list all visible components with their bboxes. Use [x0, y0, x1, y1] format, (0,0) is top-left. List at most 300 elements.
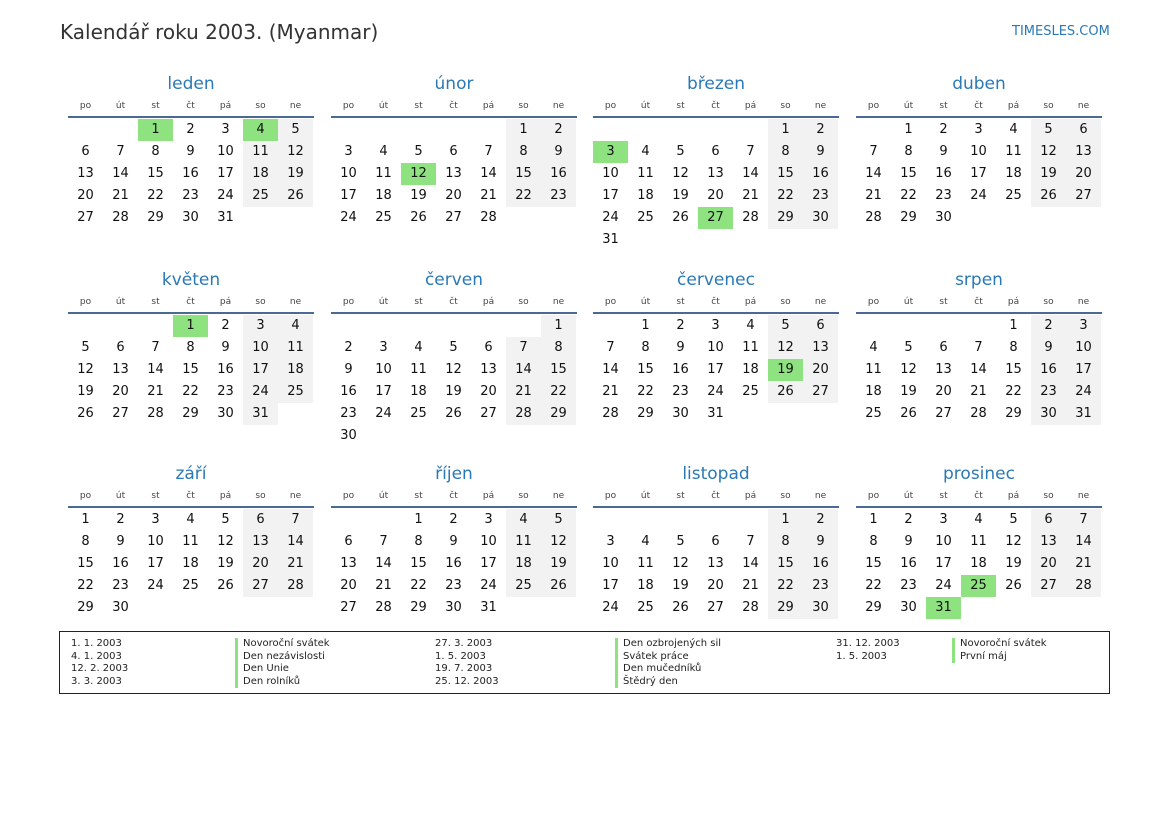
weekday-label: st: [676, 101, 685, 111]
day-cell: 10: [602, 166, 619, 181]
day-cell: 20: [803, 359, 838, 381]
day-cell: 15: [182, 362, 199, 377]
day-cell: 30: [217, 406, 234, 421]
day-cell: 4: [641, 144, 650, 159]
day-cell: 11: [637, 166, 654, 181]
legend-holiday-name: Novoroční svátek: [952, 638, 1047, 651]
empty-cell: [698, 509, 733, 531]
day-cell: 21: [375, 578, 392, 593]
day-cell: 5: [449, 340, 458, 355]
day-cell: 10: [217, 144, 234, 159]
day-cell: 5: [676, 534, 685, 549]
day-cell: 28: [970, 406, 987, 421]
day-cell: 26: [217, 578, 234, 593]
day-cell: 8: [1009, 340, 1018, 355]
day-cell: 10: [147, 534, 164, 549]
day-cell: 15: [147, 166, 164, 181]
day-cell: 13: [935, 362, 952, 377]
day-cell: 6: [1031, 509, 1066, 531]
day-cell: 29: [768, 597, 803, 619]
day-cell: 23: [935, 188, 952, 203]
weekday-label: pá: [1007, 491, 1020, 501]
day-cell: 11: [243, 141, 278, 163]
legend-date: 25. 12. 2003: [435, 675, 499, 687]
day-cell: 7: [116, 144, 125, 159]
day-cell: 1: [869, 512, 878, 527]
day-cell: 2: [344, 340, 353, 355]
day-cell: 4: [1009, 122, 1018, 137]
empty-cell: [331, 315, 366, 337]
weekday-label: po: [867, 491, 880, 501]
day-cell: 2: [1031, 315, 1066, 337]
weekday-label: po: [604, 491, 617, 501]
day-cell: 26: [672, 210, 689, 225]
legend-date: 1. 5. 2003: [836, 650, 887, 662]
day-cell: 18: [742, 362, 759, 377]
weekday-header: [593, 488, 839, 508]
weekday-label: čt: [449, 101, 458, 111]
day-cell: 29: [865, 600, 882, 615]
day-cell: 11: [1005, 144, 1022, 159]
empty-cell: [68, 315, 103, 337]
weekday-label: st: [414, 297, 423, 307]
weekday-label: ne: [1077, 297, 1090, 307]
day-cell: 16: [112, 556, 129, 571]
day-grid: [593, 314, 838, 425]
empty-cell: [733, 509, 768, 531]
day-cell: 1: [81, 512, 90, 527]
day-cell: 5: [1031, 119, 1066, 141]
day-cell: 11: [410, 362, 427, 377]
day-cell: 27: [707, 600, 724, 615]
day-cell: 10: [480, 534, 497, 549]
month-name: listopad: [682, 464, 750, 484]
day-cell: 5: [768, 315, 803, 337]
weekday-label: pá: [219, 491, 232, 501]
day-cell: 3: [711, 318, 720, 333]
day-cell: 22: [541, 381, 576, 403]
weekday-label: so: [518, 101, 529, 111]
day-cell: 17: [602, 578, 619, 593]
day-grid: [68, 118, 313, 229]
day-cell: 7: [746, 534, 755, 549]
weekday-label: ne: [1077, 491, 1090, 501]
weekday-label: po: [604, 297, 617, 307]
day-cell: 19: [672, 188, 689, 203]
day-cell: 27: [1066, 185, 1101, 207]
legend-names-col-3: [952, 638, 1047, 663]
empty-cell: [436, 119, 471, 141]
day-cell: 17: [1066, 359, 1101, 381]
day-cell: 29: [637, 406, 654, 421]
day-cell: 24: [147, 578, 164, 593]
weekday-label: út: [640, 297, 651, 307]
weekday-label: so: [518, 491, 529, 501]
empty-cell: [891, 315, 926, 337]
day-cell: 1: [414, 512, 423, 527]
day-cell: 22: [506, 185, 541, 207]
day-cell: 23: [803, 575, 838, 597]
day-cell: 28: [480, 210, 497, 225]
day-cell: 11: [182, 534, 199, 549]
weekday-header: [593, 294, 839, 314]
day-cell: 21: [480, 188, 497, 203]
day-cell: 15: [410, 556, 427, 571]
weekday-label: pá: [219, 101, 232, 111]
weekday-label: st: [414, 101, 423, 111]
day-cell: 3: [939, 512, 948, 527]
day-cell: 19: [217, 556, 234, 571]
day-cell: 30: [340, 428, 357, 443]
day-cell: 9: [449, 534, 458, 549]
day-cell: 26: [900, 406, 917, 421]
weekday-label: út: [115, 491, 126, 501]
day-cell: 13: [112, 362, 129, 377]
day-cell: 3: [344, 144, 353, 159]
day-cell: 24: [935, 578, 952, 593]
weekday-header: [593, 98, 839, 118]
day-cell: 28: [147, 406, 164, 421]
day-cell: 19: [77, 384, 94, 399]
weekday-header: [856, 294, 1102, 314]
day-cell: 17: [707, 362, 724, 377]
month-name: prosinec: [943, 464, 1015, 484]
day-cell: 15: [768, 163, 803, 185]
day-cell: 31: [217, 210, 234, 225]
month-prosinec: [856, 462, 1102, 619]
day-cell: 30: [112, 600, 129, 615]
day-cell: 25: [243, 185, 278, 207]
weekday-label: so: [780, 491, 791, 501]
legend-holiday-name: Den rolníků: [235, 676, 330, 689]
month-name: srpen: [955, 270, 1003, 290]
weekday-label: čt: [186, 491, 195, 501]
weekday-label: čt: [711, 101, 720, 111]
empty-cell: [138, 315, 173, 337]
weekday-label: so: [255, 491, 266, 501]
day-cell: 7: [974, 340, 983, 355]
weekday-label: pá: [219, 297, 232, 307]
day-cell: 4: [414, 340, 423, 355]
day-cell: 23: [672, 384, 689, 399]
weekday-label: út: [378, 297, 389, 307]
day-cell: 10: [375, 362, 392, 377]
day-cell: 28: [742, 600, 759, 615]
day-cell: 27: [1031, 575, 1066, 597]
day-cell: 29: [77, 600, 94, 615]
day-cell: 5: [1009, 512, 1018, 527]
legend-names-col-2: [615, 638, 721, 688]
weekday-label: út: [378, 491, 389, 501]
day-cell: 23: [1031, 381, 1066, 403]
weekday-header: [331, 98, 577, 118]
weekday-label: ne: [814, 297, 827, 307]
day-cell: 9: [939, 144, 948, 159]
day-cell: 14: [147, 362, 164, 377]
day-cell: 21: [742, 578, 759, 593]
empty-cell: [366, 119, 401, 141]
day-cell: 29: [541, 403, 576, 425]
weekday-label: pá: [482, 297, 495, 307]
day-cell: 23: [900, 578, 917, 593]
day-cell: 11: [865, 362, 882, 377]
day-cell: 31: [602, 232, 619, 247]
month-duben: [856, 72, 1102, 229]
day-cell: 8: [641, 340, 650, 355]
weekday-label: út: [115, 297, 126, 307]
day-cell: 14: [112, 166, 129, 181]
day-cell: 7: [484, 144, 493, 159]
day-cell: 29: [147, 210, 164, 225]
day-cell: 6: [484, 340, 493, 355]
day-cell: 18: [375, 188, 392, 203]
day-cell: 30: [803, 597, 838, 619]
day-cell: 18: [637, 188, 654, 203]
day-cell: 16: [1031, 359, 1066, 381]
day-cell: 5: [278, 119, 313, 141]
day-cell: 10: [1066, 337, 1101, 359]
day-cell: 6: [116, 340, 125, 355]
month-name: únor: [434, 74, 474, 94]
day-cell: 8: [541, 337, 576, 359]
day-cell: 16: [803, 163, 838, 185]
day-cell: 6: [344, 534, 353, 549]
day-cell: 8: [151, 144, 160, 159]
legend-date: 12. 2. 2003: [71, 663, 129, 674]
weekday-label: pá: [482, 101, 495, 111]
day-cell: 28: [602, 406, 619, 421]
month-name: červenec: [677, 270, 755, 290]
day-grid: [331, 314, 576, 447]
day-cell: 24: [375, 406, 392, 421]
day-cell: 7: [746, 144, 755, 159]
weekday-label: po: [79, 101, 92, 111]
empty-cell: [471, 119, 506, 141]
day-cell: 19: [900, 384, 917, 399]
day-cell: 20: [445, 188, 462, 203]
day-cell: 18: [1005, 166, 1022, 181]
day-cell: 18: [182, 556, 199, 571]
day-cell: 10: [340, 166, 357, 181]
empty-cell: [663, 119, 698, 141]
day-cell: 14: [602, 362, 619, 377]
weekday-header: [68, 488, 314, 508]
day-cell: 29: [182, 406, 199, 421]
day-cell: 17: [935, 556, 952, 571]
day-cell: 31: [480, 600, 497, 615]
month-červenec: [593, 268, 839, 425]
weekday-label: st: [676, 491, 685, 501]
weekday-label: st: [939, 491, 948, 501]
month-name: září: [175, 464, 207, 484]
empty-cell: [471, 315, 506, 337]
day-cell: 20: [112, 384, 129, 399]
holiday-day-cell: 25: [961, 575, 996, 597]
day-cell: 27: [803, 381, 838, 403]
day-cell: 23: [445, 578, 462, 593]
day-cell: 11: [637, 556, 654, 571]
day-cell: 21: [112, 188, 129, 203]
day-cell: 6: [81, 144, 90, 159]
day-cell: 4: [974, 512, 983, 527]
month-březen: [593, 72, 839, 251]
day-cell: 31: [243, 403, 278, 425]
day-cell: 21: [602, 384, 619, 399]
day-cell: 30: [672, 406, 689, 421]
day-cell: 13: [77, 166, 94, 181]
day-cell: 20: [1066, 163, 1101, 185]
day-cell: 10: [243, 337, 278, 359]
weekday-label: po: [604, 101, 617, 111]
day-cell: 11: [506, 531, 541, 553]
day-cell: 27: [445, 210, 462, 225]
weekday-label: so: [255, 297, 266, 307]
day-cell: 12: [217, 534, 234, 549]
day-cell: 2: [939, 122, 948, 137]
day-grid: [593, 508, 838, 619]
day-cell: 13: [707, 166, 724, 181]
day-cell: 22: [147, 188, 164, 203]
empty-cell: [593, 509, 628, 531]
day-cell: 4: [506, 509, 541, 531]
day-cell: 8: [904, 144, 913, 159]
day-cell: 21: [506, 381, 541, 403]
day-cell: 24: [243, 381, 278, 403]
empty-cell: [401, 315, 436, 337]
day-cell: 1: [904, 122, 913, 137]
day-cell: 15: [768, 553, 803, 575]
weekday-label: út: [903, 101, 914, 111]
day-cell: 29: [1005, 406, 1022, 421]
day-cell: 1: [506, 119, 541, 141]
day-cell: 1: [1009, 318, 1018, 333]
day-cell: 14: [506, 359, 541, 381]
day-cell: 8: [768, 141, 803, 163]
day-cell: 14: [742, 166, 759, 181]
legend-holiday-name: Den mučedníků: [615, 663, 721, 676]
legend-date: 1. 1. 2003: [71, 638, 122, 649]
day-cell: 12: [672, 556, 689, 571]
month-name: duben: [952, 74, 1006, 94]
weekday-label: po: [79, 491, 92, 501]
day-cell: 30: [1031, 403, 1066, 425]
day-cell: 13: [445, 166, 462, 181]
day-cell: 12: [768, 337, 803, 359]
empty-cell: [593, 315, 628, 337]
day-cell: 10: [970, 144, 987, 159]
legend-date: 19. 7. 2003: [435, 663, 493, 674]
weekday-label: čt: [974, 101, 983, 111]
day-cell: 14: [278, 531, 313, 553]
legend-holiday-name: Den Unie: [235, 663, 330, 676]
day-cell: 2: [116, 512, 125, 527]
empty-cell: [856, 119, 891, 141]
day-cell: 26: [672, 600, 689, 615]
day-cell: 24: [602, 210, 619, 225]
day-cell: 16: [935, 166, 952, 181]
weekday-label: ne: [552, 101, 565, 111]
day-cell: 25: [375, 210, 392, 225]
legend-date: 3. 3. 2003: [71, 675, 122, 687]
day-cell: 21: [147, 384, 164, 399]
month-září: [68, 462, 314, 619]
day-cell: 1: [768, 119, 803, 141]
empty-cell: [698, 119, 733, 141]
day-cell: 1: [768, 509, 803, 531]
day-cell: 4: [869, 340, 878, 355]
day-cell: 22: [900, 188, 917, 203]
weekday-label: st: [151, 297, 160, 307]
day-cell: 8: [768, 531, 803, 553]
weekday-label: so: [1043, 297, 1054, 307]
weekday-label: so: [518, 297, 529, 307]
day-cell: 3: [243, 315, 278, 337]
day-cell: 11: [970, 534, 987, 549]
day-cell: 26: [410, 210, 427, 225]
day-cell: 31: [1066, 403, 1101, 425]
day-cell: 7: [278, 509, 313, 531]
holiday-day-cell: 1: [138, 119, 173, 141]
day-cell: 27: [935, 406, 952, 421]
holiday-day-cell: 1: [173, 315, 208, 337]
empty-cell: [926, 315, 961, 337]
day-cell: 16: [900, 556, 917, 571]
day-cell: 13: [243, 531, 278, 553]
day-cell: 4: [379, 144, 388, 159]
legend-date: 27. 3. 2003: [435, 638, 493, 649]
day-grid: [856, 314, 1101, 425]
day-cell: 18: [637, 578, 654, 593]
day-cell: 24: [217, 188, 234, 203]
day-cell: 15: [900, 166, 917, 181]
day-cell: 4: [746, 318, 755, 333]
legend-holiday-name: Novoroční svátek: [235, 638, 330, 651]
legend-dates-col-3: [836, 638, 900, 663]
empty-cell: [506, 315, 541, 337]
day-cell: 13: [1031, 531, 1066, 553]
weekday-label: čt: [711, 491, 720, 501]
day-cell: 26: [77, 406, 94, 421]
day-cell: 20: [480, 384, 497, 399]
day-cell: 3: [1066, 315, 1101, 337]
day-cell: 19: [1005, 556, 1022, 571]
day-cell: 5: [81, 340, 90, 355]
day-cell: 9: [803, 141, 838, 163]
day-cell: 28: [506, 403, 541, 425]
day-cell: 7: [1066, 509, 1101, 531]
day-cell: 2: [221, 318, 230, 333]
day-cell: 14: [970, 362, 987, 377]
empty-cell: [593, 119, 628, 141]
day-cell: 27: [480, 406, 497, 421]
weekday-label: pá: [744, 491, 757, 501]
empty-cell: [628, 119, 663, 141]
day-cell: 30: [935, 210, 952, 225]
day-cell: 21: [1066, 553, 1101, 575]
weekday-label: st: [151, 491, 160, 501]
holiday-day-cell: 4: [243, 119, 278, 141]
day-cell: 31: [707, 406, 724, 421]
site-link[interactable]: TIMESLES.COM: [1012, 24, 1110, 39]
day-cell: 19: [445, 384, 462, 399]
day-cell: 26: [278, 185, 313, 207]
day-cell: 26: [768, 381, 803, 403]
weekday-label: út: [378, 101, 389, 111]
day-cell: 11: [375, 166, 392, 181]
weekday-label: so: [780, 101, 791, 111]
empty-cell: [103, 119, 138, 141]
day-cell: 5: [541, 509, 576, 531]
